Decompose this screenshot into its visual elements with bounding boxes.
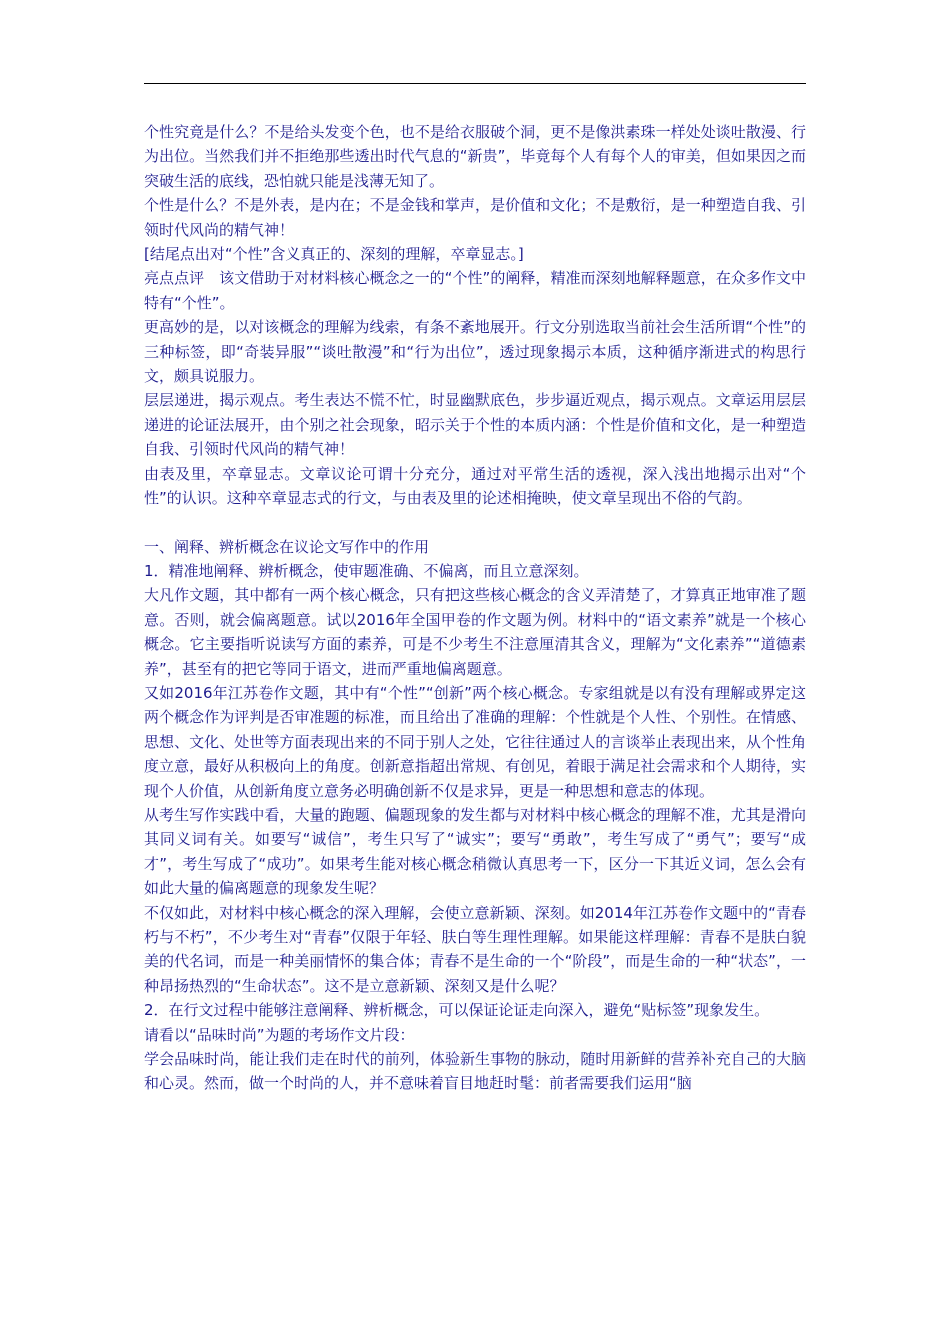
- blank-line: [144, 511, 806, 535]
- paragraph: 大凡作文题，其中都有一两个核心概念，只有把这些核心概念的含义弄清楚了，才算真正地审准了题意。否则，就会偏离题意。试以2016年全国甲卷的作文题为例。材料中的“语文素养”就是一个核心概念。它主要指听说读写方面的素养，可是不少考生不注意厘清其含义，理解为“文化素养”“道德素养”，甚至有的把它等同于语文，进而严重地偏离题意。: [144, 586, 806, 678]
- highlight-review: 亮点点评 该文借助于对材料核心概念之一的“个性”的阐释，精准而深刻地解释题意，在众多作文中特有“个性”。: [144, 269, 806, 312]
- document-body: [144, 120, 806, 1096]
- paragraph: 又如2016年江苏卷作文题，其中有“个性”“创新”两个核心概念。专家组就是以有没有理解或界定这两个概念作为评判是否审准题的标准，而且给出了准确的理解：个性就是个人性、个别性。在情感、思想、文化、处世等方面表现出来的不同于别人之处，它往往通过人的言谈举止表现出来，从个性角度立意，最好从积极向上的角度。创新意指超出常规、有创见，着眼于满足社会需求和个人期待，实现个人价值，从创新角度立意务必明确创新不仅是求异，更是一种思想和意志的体现。: [144, 683, 806, 800]
- paragraph: 学会品味时尚，能让我们走在时代的前列，体验新生事物的脉动，随时用新鲜的营养补充自己的大脑和心灵。然而，做一个时尚的人，并不意味着盲目地赶时髦：前者需要我们运用“脑: [144, 1050, 806, 1093]
- bracket-comment: [结尾点出对“个性”含义真正的、深刻的理解，卒章显志。]: [144, 245, 524, 264]
- paragraph: 个性究竟是什么？不是给头发变个色，也不是给衣服破个洞，更不是像洪素珠一样处处谈吐散漫、行为出位。当然我们并不拒绝那些透出时代气息的“新贵”，毕竟每个人有每个人的审美，但如果因之而突破生活的底线，恐怕就只能是浅薄无知了。: [144, 123, 806, 190]
- numbered-point: 2．在行文过程中能够注意阐释、辨析概念，可以保证论证走向深入，避免“贴标签”现象发生。: [144, 1001, 770, 1020]
- paragraph: 层层递进，揭示观点。考生表达不慌不忙，时显幽默底色，步步逼近观点，揭示观点。文章运用层层递进的论证法展开，由个别之社会现象，昭示关于个性的本质内涵：个性是价值和文化，是一种塑造自我、引领时代风尚的精气神！: [144, 391, 806, 459]
- paragraph: 不仅如此，对材料中核心概念的深入理解，会使立意新颖、深刻。如2014年江苏卷作文题中的“青春朽与不朽”，不少考生对“青春”仅限于年轻、肤白等生理性理解。如果能这样理解：青春不是肤白貌美的代名词，而是一种美丽情怀的集合体；青春不是生命的一个“阶段”，而是生命的一种“状态”，一种昂扬热烈的“生命状态”。这不是立意新颖、深刻又是什么呢？: [144, 903, 806, 995]
- paragraph: 个性是什么？不是外表，是内在；不是金钱和掌声，是价值和文化；不是敷衍，是一种塑造自我、引领时代风尚的精气神！: [144, 196, 806, 239]
- paragraph: 从考生写作实践中看，大量的跑题、偏题现象的发生都与对材料中核心概念的理解不准，尤其是滑向其同义词有关。如要写“诚信”，考生只写了“诚实”；要写“勇敢”，考生写成了“勇气”；要写“成才”，考生写成了“成功”。如果考生能对核心概念稍微认真思考一下，区分一下其近义词，怎么会有如此大量的偏离题意的现象发生呢？: [144, 805, 806, 898]
- section-heading: 一、阐释、辨析概念在议论文写作中的作用: [144, 537, 430, 556]
- paragraph: 请看以“品味时尚”为题的考场作文片段：: [144, 1025, 415, 1044]
- header-rule: [144, 83, 806, 84]
- numbered-point: 1．精准地阐释、辨析概念，使审题准确、不偏离，而且立意深刻。: [144, 561, 589, 580]
- paragraph: 由表及里，卒章显志。文章议论可谓十分充分，通过对平常生活的透视，深入浅出地揭示出对“个性”的认识。这种卒章显志式的行文，与由表及里的论述相掩映，使文章呈现出不俗的气韵。: [144, 464, 806, 508]
- paragraph: 更高妙的是，以对该概念的理解为线索，有条不紊地展开。行文分别选取当前社会生活所谓“个性”的三种标签，即“奇装异服”“谈吐散漫”和“行为出位”，透过现象揭示本质，这种循序渐进式的构思行文，颇具说服力。: [144, 318, 806, 386]
